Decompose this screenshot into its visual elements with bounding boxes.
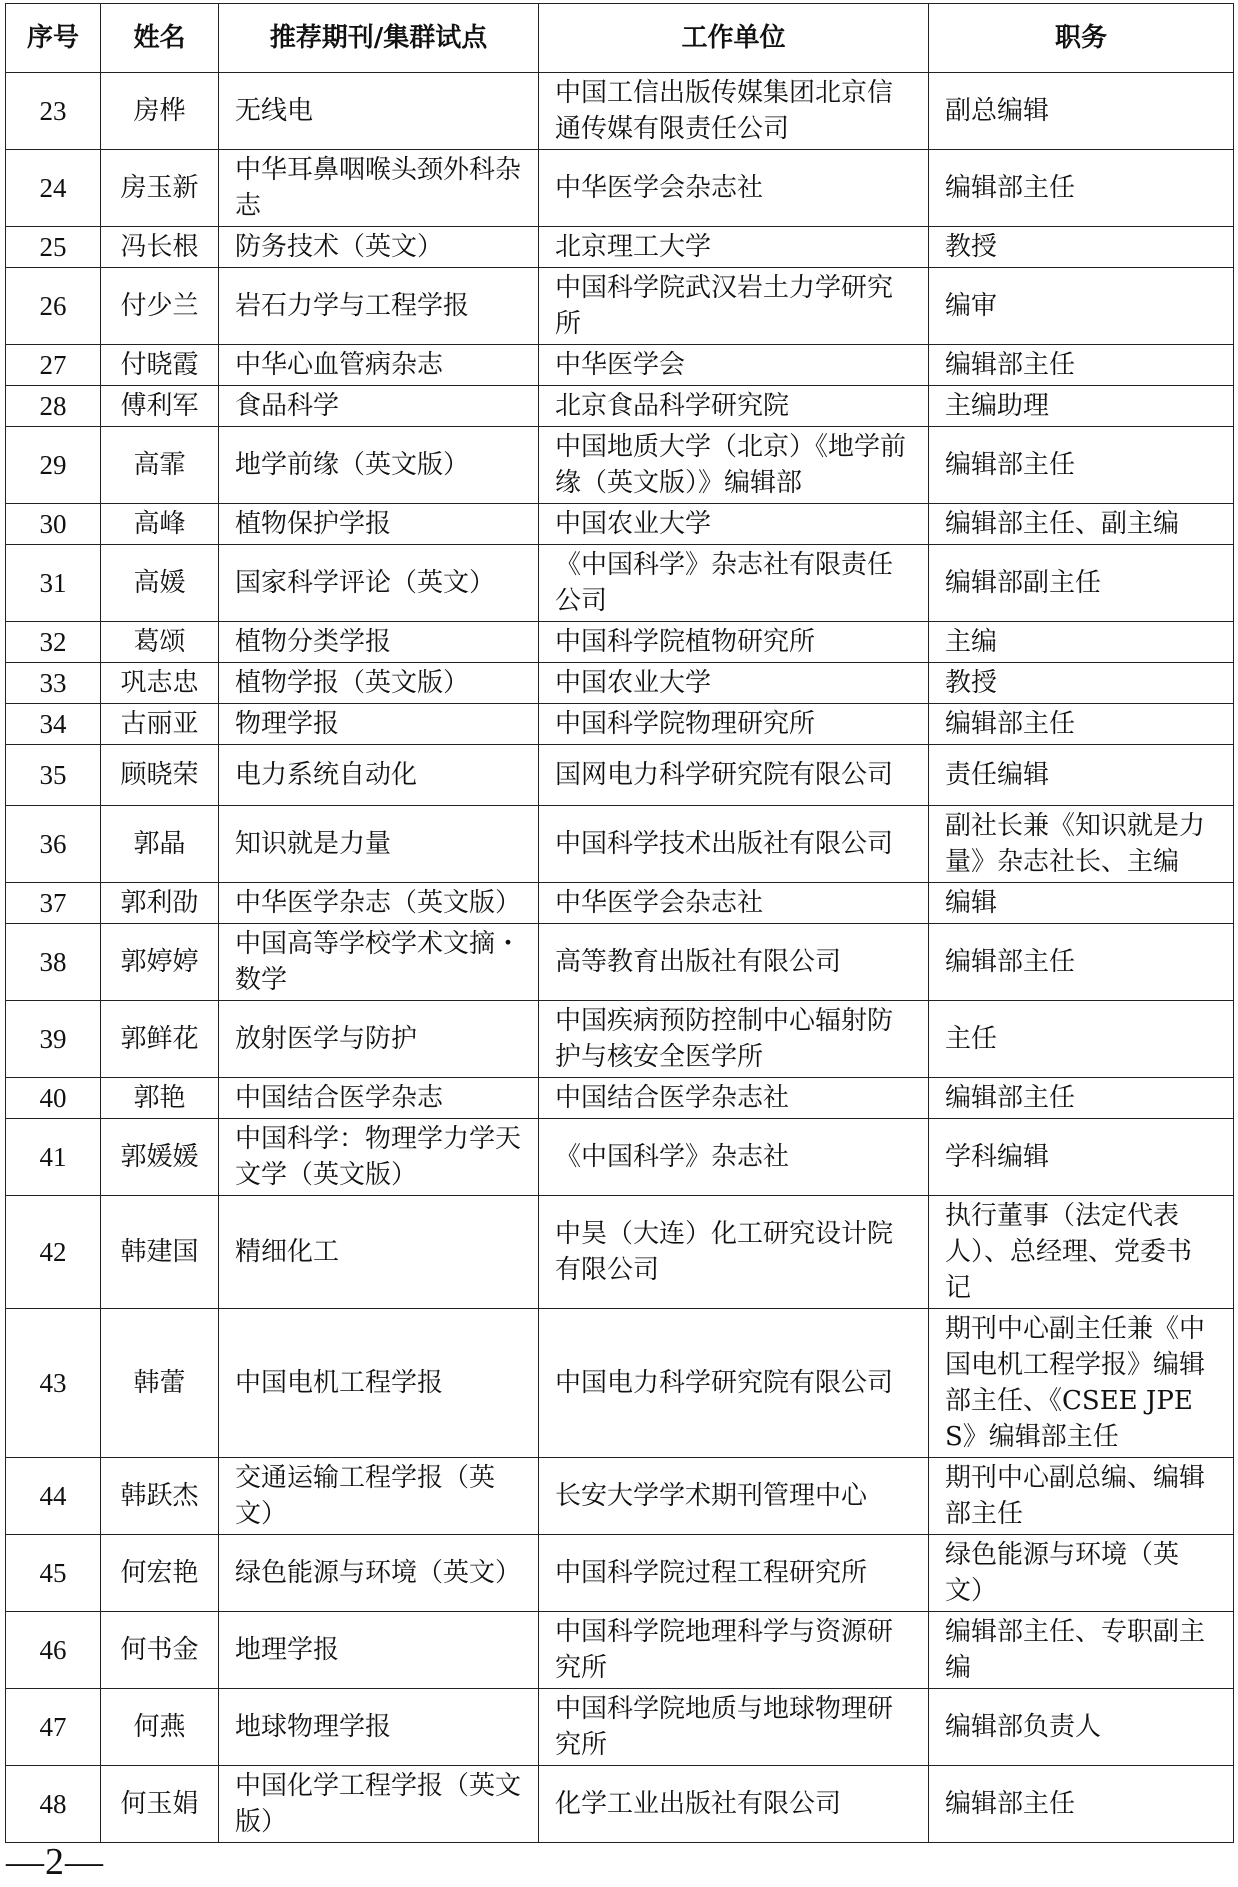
cell-name: 付晓霞 [101,345,219,386]
cell-position: 编辑部主任 [929,1766,1234,1843]
cell-name: 房玉新 [101,150,219,227]
cell-work-unit: 国网电力科学研究院有限公司 [539,745,929,806]
cell-position: 编辑部主任、专职副主编 [929,1612,1234,1689]
header-serial-number: 序号 [6,4,101,73]
cell-name: 房桦 [101,73,219,150]
cell-position: 编辑部主任 [929,704,1234,745]
table-row [6,73,1234,150]
cell-journal: 地学前缘（英文版） [219,427,539,504]
cell-work-unit: 中国科学院地质与地球物理研究所 [539,1689,929,1766]
cell-work-unit: 北京理工大学 [539,227,929,268]
cell-work-unit: 中国电力科学研究院有限公司 [539,1309,929,1458]
header-name: 姓名 [101,4,219,73]
cell-position: 副总编辑 [929,73,1234,150]
table-row [6,1309,1234,1458]
cell-serial-number: 33 [6,663,101,704]
cell-position: 主编助理 [929,386,1234,427]
header-work-unit: 工作单位 [539,4,929,73]
header-position: 职务 [929,4,1234,73]
cell-position: 期刊中心副总编、编辑部主任 [929,1458,1234,1535]
cell-name: 何玉娟 [101,1766,219,1843]
cell-work-unit: 中国科学院地理科学与资源研究所 [539,1612,929,1689]
cell-journal: 精细化工 [219,1196,539,1309]
cell-name: 高霏 [101,427,219,504]
cell-journal: 国家科学评论（英文） [219,545,539,622]
cell-position: 编辑部主任 [929,427,1234,504]
cell-position: 责任编辑 [929,745,1234,806]
cell-journal: 地理学报 [219,1612,539,1689]
cell-position: 绿色能源与环境（英文） [929,1535,1234,1612]
cell-journal: 中华心血管病杂志 [219,345,539,386]
cell-journal: 放射医学与防护 [219,1001,539,1078]
cell-journal: 中国高等学校学术文摘・数学 [219,924,539,1001]
cell-serial-number: 42 [6,1196,101,1309]
cell-name: 高峰 [101,504,219,545]
cell-journal: 中国电机工程学报 [219,1309,539,1458]
nominee-table [5,3,1234,1843]
table-row [6,150,1234,227]
cell-serial-number: 41 [6,1119,101,1196]
table-row [6,704,1234,745]
cell-name: 傅利军 [101,386,219,427]
cell-position: 教授 [929,227,1234,268]
cell-serial-number: 40 [6,1078,101,1119]
cell-name: 郭晶 [101,806,219,883]
cell-journal: 绿色能源与环境（英文） [219,1535,539,1612]
cell-position: 学科编辑 [929,1119,1234,1196]
cell-position: 编辑部主任 [929,924,1234,1001]
table-row [6,1689,1234,1766]
cell-serial-number: 26 [6,268,101,345]
table-row [6,1196,1234,1309]
cell-journal: 物理学报 [219,704,539,745]
table-row [6,1766,1234,1843]
table-body [6,73,1234,1843]
table-row [6,1001,1234,1078]
cell-serial-number: 28 [6,386,101,427]
cell-journal: 中国科学：物理学力学天文学（英文版） [219,1119,539,1196]
table-row [6,1458,1234,1535]
table-row [6,545,1234,622]
header-journal: 推荐期刊/集群试点 [219,4,539,73]
cell-journal: 地球物理学报 [219,1689,539,1766]
cell-journal: 电力系统自动化 [219,745,539,806]
cell-work-unit: 中国科学院物理研究所 [539,704,929,745]
table-row [6,1612,1234,1689]
cell-journal: 中华医学杂志（英文版） [219,883,539,924]
cell-serial-number: 32 [6,622,101,663]
table-row [6,1078,1234,1119]
cell-name: 巩志忠 [101,663,219,704]
cell-position: 主任 [929,1001,1234,1078]
cell-position: 主编 [929,622,1234,663]
table-row [6,504,1234,545]
table-row [6,1119,1234,1196]
cell-journal: 中国结合医学杂志 [219,1078,539,1119]
cell-serial-number: 47 [6,1689,101,1766]
cell-name: 付少兰 [101,268,219,345]
cell-position: 编辑 [929,883,1234,924]
cell-position: 教授 [929,663,1234,704]
cell-serial-number: 24 [6,150,101,227]
cell-name: 郭艳 [101,1078,219,1119]
cell-serial-number: 43 [6,1309,101,1458]
cell-serial-number: 39 [6,1001,101,1078]
cell-work-unit: 中国疾病预防控制中心辐射防护与核安全医学所 [539,1001,929,1078]
cell-name: 何燕 [101,1689,219,1766]
page-number: —2— [6,1841,104,1883]
cell-name: 韩建国 [101,1196,219,1309]
cell-journal: 植物分类学报 [219,622,539,663]
cell-position: 编辑部主任 [929,345,1234,386]
cell-work-unit: 北京食品科学研究院 [539,386,929,427]
cell-work-unit: 中国科学院过程工程研究所 [539,1535,929,1612]
cell-journal: 无线电 [219,73,539,150]
cell-position: 编辑部负责人 [929,1689,1234,1766]
cell-journal: 食品科学 [219,386,539,427]
cell-name: 顾晓荣 [101,745,219,806]
cell-name: 郭利劭 [101,883,219,924]
cell-journal: 岩石力学与工程学报 [219,268,539,345]
cell-work-unit: 中国农业大学 [539,663,929,704]
table-row [6,622,1234,663]
cell-serial-number: 44 [6,1458,101,1535]
cell-position: 编审 [929,268,1234,345]
cell-work-unit: 长安大学学术期刊管理中心 [539,1458,929,1535]
cell-work-unit: 中国农业大学 [539,504,929,545]
cell-work-unit: 中国地质大学（北京）《地学前缘（英文版）》编辑部 [539,427,929,504]
cell-serial-number: 38 [6,924,101,1001]
cell-position: 编辑部主任、副主编 [929,504,1234,545]
cell-work-unit: 《中国科学》杂志社有限责任公司 [539,545,929,622]
cell-serial-number: 27 [6,345,101,386]
cell-serial-number: 31 [6,545,101,622]
table-row [6,883,1234,924]
cell-position: 执行董事（法定代表人）、总经理、党委书记 [929,1196,1234,1309]
cell-serial-number: 45 [6,1535,101,1612]
cell-work-unit: 中国工信出版传媒集团北京信通传媒有限责任公司 [539,73,929,150]
cell-serial-number: 25 [6,227,101,268]
cell-work-unit: 中华医学会 [539,345,929,386]
cell-journal: 植物保护学报 [219,504,539,545]
cell-work-unit: 高等教育出版社有限公司 [539,924,929,1001]
table-row [6,427,1234,504]
table-row [6,745,1234,806]
table-row [6,663,1234,704]
table-row [6,227,1234,268]
cell-serial-number: 34 [6,704,101,745]
cell-work-unit: 《中国科学》杂志社 [539,1119,929,1196]
cell-name: 葛颂 [101,622,219,663]
cell-serial-number: 36 [6,806,101,883]
cell-work-unit: 中国科学技术出版社有限公司 [539,806,929,883]
cell-journal: 中华耳鼻咽喉头颈外科杂志 [219,150,539,227]
cell-name: 高媛 [101,545,219,622]
cell-serial-number: 46 [6,1612,101,1689]
cell-name: 何书金 [101,1612,219,1689]
cell-name: 郭媛媛 [101,1119,219,1196]
cell-name: 郭婷婷 [101,924,219,1001]
cell-work-unit: 中昊（大连）化工研究设计院有限公司 [539,1196,929,1309]
cell-work-unit: 中国科学院植物研究所 [539,622,929,663]
cell-serial-number: 37 [6,883,101,924]
cell-work-unit: 中国科学院武汉岩土力学研究所 [539,268,929,345]
cell-serial-number: 48 [6,1766,101,1843]
cell-position: 期刊中心副主任兼《中国电机工程学报》编辑部主任、《CSEE JPES》编辑部主任 [929,1309,1234,1458]
cell-serial-number: 35 [6,745,101,806]
cell-journal: 中国化学工程学报（英文版） [219,1766,539,1843]
table-row [6,806,1234,883]
cell-name: 韩蕾 [101,1309,219,1458]
cell-journal: 植物学报（英文版） [219,663,539,704]
cell-position: 编辑部副主任 [929,545,1234,622]
table-row [6,268,1234,345]
cell-work-unit: 中华医学会杂志社 [539,883,929,924]
table-row [6,345,1234,386]
table-row [6,1535,1234,1612]
cell-journal: 防务技术（英文） [219,227,539,268]
cell-position: 编辑部主任 [929,1078,1234,1119]
cell-serial-number: 23 [6,73,101,150]
cell-name: 郭鲜花 [101,1001,219,1078]
cell-journal: 交通运输工程学报（英文） [219,1458,539,1535]
table-header-row [6,4,1234,73]
cell-serial-number: 29 [6,427,101,504]
cell-work-unit: 化学工业出版社有限公司 [539,1766,929,1843]
table-row [6,386,1234,427]
cell-name: 古丽亚 [101,704,219,745]
table-row [6,924,1234,1001]
cell-serial-number: 30 [6,504,101,545]
cell-name: 韩跃杰 [101,1458,219,1535]
cell-work-unit: 中国结合医学杂志社 [539,1078,929,1119]
cell-position: 副社长兼《知识就是力量》杂志社长、主编 [929,806,1234,883]
cell-name: 何宏艳 [101,1535,219,1612]
cell-name: 冯长根 [101,227,219,268]
cell-position: 编辑部主任 [929,150,1234,227]
cell-journal: 知识就是力量 [219,806,539,883]
cell-work-unit: 中华医学会杂志社 [539,150,929,227]
